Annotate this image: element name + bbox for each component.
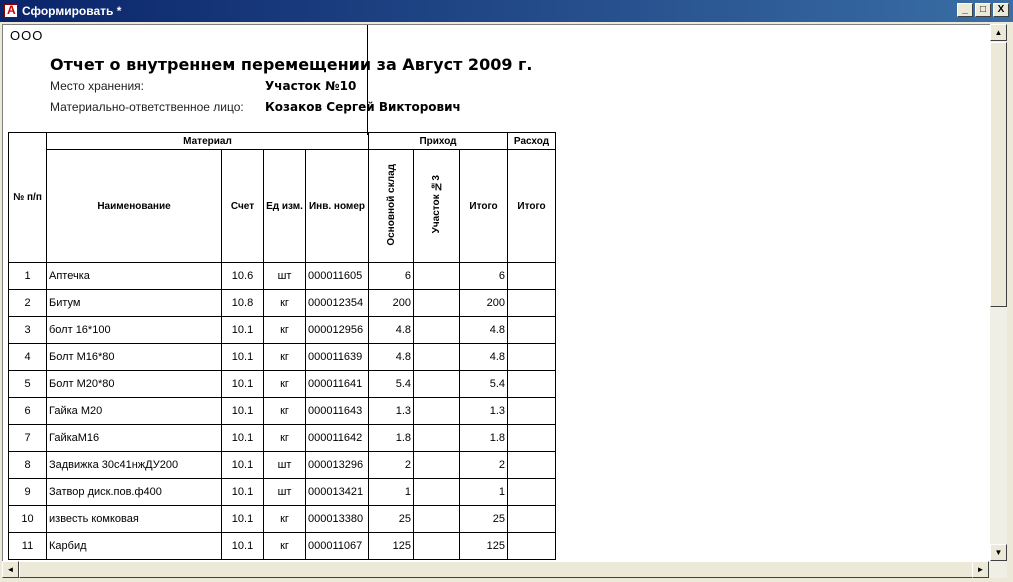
cell-inv: 000011067: [306, 533, 369, 560]
cell-total: 2: [460, 452, 508, 479]
table-row: [9, 425, 556, 452]
cell-main: 200: [369, 290, 414, 317]
cell-total: 5.4: [460, 371, 508, 398]
cell-unit: шт: [264, 263, 306, 290]
cell-acc: 10.1: [222, 425, 264, 452]
cell-n: 6: [9, 398, 47, 425]
app-icon: [4, 4, 18, 18]
cell-exp: [508, 452, 556, 479]
cell-unit: кг: [264, 371, 306, 398]
col-header-main-store: [369, 150, 414, 263]
table-row: [9, 263, 556, 290]
cell-acc: 10.1: [222, 479, 264, 506]
table-row: [9, 479, 556, 506]
cell-name: Карбид: [47, 533, 222, 560]
minimize-button[interactable]: _: [957, 3, 973, 17]
cell-unit: шт: [264, 452, 306, 479]
cell-exp: [508, 533, 556, 560]
cell-exp: [508, 263, 556, 290]
cell-s3: [414, 263, 460, 290]
cell-inv: 000013380: [306, 506, 369, 533]
table-row: [9, 533, 556, 560]
cell-total: 200: [460, 290, 508, 317]
cell-main: 6: [369, 263, 414, 290]
cell-total: 125: [460, 533, 508, 560]
cell-unit: кг: [264, 398, 306, 425]
cell-s3: [414, 533, 460, 560]
scroll-left-button[interactable]: ◄: [2, 561, 19, 578]
col-header-material: Материал: [47, 133, 369, 150]
cell-n: 5: [9, 371, 47, 398]
cell-n: 9: [9, 479, 47, 506]
cell-inv: 000011642: [306, 425, 369, 452]
table-row: [9, 344, 556, 371]
cell-name: Задвижка 30с41нжДУ200: [47, 452, 222, 479]
cell-s3: [414, 452, 460, 479]
table-row: [9, 317, 556, 344]
storage-label: Место хранения:: [50, 79, 144, 93]
cell-inv: 000011643: [306, 398, 369, 425]
col-header-income: Приход: [369, 133, 508, 150]
col-header-inv: Инв. номер: [306, 150, 369, 263]
report-title: Отчет о внутреннем перемещении за Август 2009 г.: [50, 55, 533, 74]
cell-inv: 000011605: [306, 263, 369, 290]
cell-main: 1: [369, 479, 414, 506]
cell-name: болт 16*100: [47, 317, 222, 344]
cell-n: 11: [9, 533, 47, 560]
col-header-section3-text: Участок №3: [431, 175, 442, 234]
cell-name: Болт М20*80: [47, 371, 222, 398]
cell-n: 7: [9, 425, 47, 452]
cell-main: 125: [369, 533, 414, 560]
window-titlebar[interactable]: [0, 0, 1013, 22]
cell-unit: кг: [264, 290, 306, 317]
cell-exp: [508, 344, 556, 371]
cell-s3: [414, 290, 460, 317]
cell-main: 1.3: [369, 398, 414, 425]
horizontal-scroll-thumb[interactable]: [19, 561, 987, 578]
cell-s3: [414, 344, 460, 371]
col-header-num: № п/п: [9, 133, 47, 263]
cell-inv: 000013296: [306, 452, 369, 479]
cell-exp: [508, 317, 556, 344]
col-header-expense-total: Итого: [508, 150, 556, 263]
cell-unit: шт: [264, 479, 306, 506]
cell-inv: 000011641: [306, 371, 369, 398]
cell-total: 1.3: [460, 398, 508, 425]
cell-exp: [508, 371, 556, 398]
col-header-section3: [414, 150, 460, 263]
cell-n: 10: [9, 506, 47, 533]
cell-acc: 10.1: [222, 398, 264, 425]
cell-main: 4.8: [369, 344, 414, 371]
col-header-main-store-text: Основной склад: [385, 163, 397, 246]
col-header-expense: Расход: [508, 133, 556, 150]
vertical-scrollbar[interactable]: [990, 24, 1007, 561]
scroll-down-button[interactable]: ▼: [990, 544, 1007, 561]
table-row: [9, 452, 556, 479]
cell-acc: 10.1: [222, 371, 264, 398]
window-title: Сформировать *: [22, 4, 122, 18]
cell-s3: [414, 506, 460, 533]
report-viewport: [2, 24, 990, 562]
cell-n: 3: [9, 317, 47, 344]
table-row: [9, 506, 556, 533]
col-header-income-total: Итого: [460, 150, 508, 263]
cell-n: 8: [9, 452, 47, 479]
cell-inv: 000012354: [306, 290, 369, 317]
cell-unit: кг: [264, 344, 306, 371]
table-row: [9, 398, 556, 425]
cell-acc: 10.1: [222, 317, 264, 344]
cell-name: ГайкаМ16: [47, 425, 222, 452]
cell-acc: 10.1: [222, 506, 264, 533]
cell-acc: 10.1: [222, 452, 264, 479]
cell-acc: 10.8: [222, 290, 264, 317]
storage-value: Участок №10: [265, 79, 357, 93]
cell-s3: [414, 479, 460, 506]
cell-unit: кг: [264, 506, 306, 533]
horizontal-scrollbar[interactable]: [2, 561, 1007, 578]
cell-total: 1.8: [460, 425, 508, 452]
report-table-body: [9, 263, 556, 560]
window-controls: [957, 3, 1009, 17]
cell-main: 2: [369, 452, 414, 479]
cell-main: 4.8: [369, 317, 414, 344]
responsible-person-label: Материально-ответственное лицо:: [50, 100, 244, 114]
cell-name: Затвор диск.пов.ф400: [47, 479, 222, 506]
cell-total: 25: [460, 506, 508, 533]
cell-n: 2: [9, 290, 47, 317]
table-row: [9, 371, 556, 398]
scroll-up-button[interactable]: ▲: [990, 24, 1007, 41]
cell-total: 4.8: [460, 344, 508, 371]
cell-s3: [414, 317, 460, 344]
table-row: [9, 290, 556, 317]
maximize-button[interactable]: □: [975, 3, 991, 17]
cell-total: 1: [460, 479, 508, 506]
close-button[interactable]: X: [993, 3, 1009, 17]
cell-inv: 000013421: [306, 479, 369, 506]
cell-s3: [414, 371, 460, 398]
report-table: [8, 132, 556, 560]
cell-exp: [508, 398, 556, 425]
cell-n: 1: [9, 263, 47, 290]
cell-acc: 10.1: [222, 533, 264, 560]
cell-exp: [508, 290, 556, 317]
cell-inv: 000012956: [306, 317, 369, 344]
col-header-account: Счет: [222, 150, 264, 263]
cell-acc: 10.1: [222, 344, 264, 371]
cell-s3: [414, 398, 460, 425]
cell-unit: кг: [264, 425, 306, 452]
cell-s3: [414, 425, 460, 452]
organization-name: ООО: [10, 28, 44, 43]
cell-exp: [508, 479, 556, 506]
cell-main: 5.4: [369, 371, 414, 398]
page-divider: [367, 25, 368, 135]
cell-name: Битум: [47, 290, 222, 317]
cell-total: 4.8: [460, 317, 508, 344]
cell-exp: [508, 506, 556, 533]
cell-unit: кг: [264, 317, 306, 344]
cell-inv: 000011639: [306, 344, 369, 371]
cell-name: Болт М16*80: [47, 344, 222, 371]
col-header-unit: Ед изм.: [264, 150, 306, 263]
cell-acc: 10.6: [222, 263, 264, 290]
cell-n: 4: [9, 344, 47, 371]
cell-main: 1.8: [369, 425, 414, 452]
cell-name: известь комковая: [47, 506, 222, 533]
cell-exp: [508, 425, 556, 452]
scroll-right-button[interactable]: ►: [972, 561, 989, 578]
cell-total: 6: [460, 263, 508, 290]
col-header-name: Наименование: [47, 150, 222, 263]
cell-name: Аптечка: [47, 263, 222, 290]
vertical-scroll-thumb[interactable]: [990, 42, 1007, 307]
cell-main: 25: [369, 506, 414, 533]
cell-name: Гайка М20: [47, 398, 222, 425]
cell-unit: кг: [264, 533, 306, 560]
responsible-person-value: Козаков Сергей Викторович: [265, 100, 461, 114]
